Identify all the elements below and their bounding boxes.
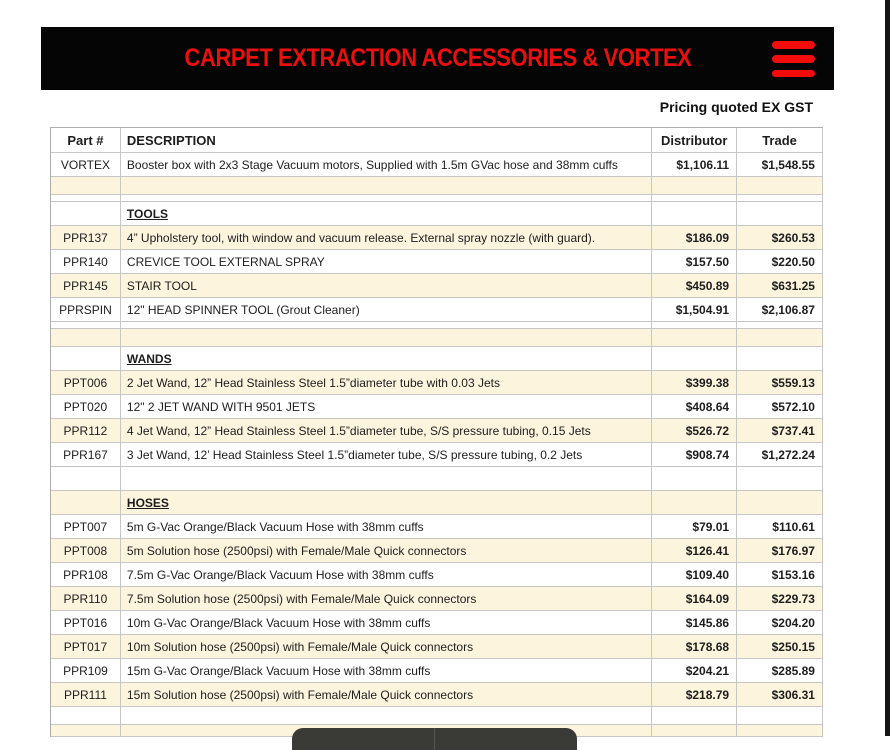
cell-distributor-price: $908.74 xyxy=(652,443,737,467)
cell-description xyxy=(121,467,652,491)
cell-distributor-price: $157.50 xyxy=(652,250,737,274)
table-row xyxy=(51,226,823,250)
table-row xyxy=(51,563,823,587)
table-row xyxy=(51,250,823,274)
cell-distributor-price: $178.68 xyxy=(652,635,737,659)
cell-trade-price: $250.15 xyxy=(737,635,823,659)
cell-distributor-price: $408.64 xyxy=(652,395,737,419)
pricing-note: Pricing quoted EX GST xyxy=(659,99,813,115)
cell-description: 10m G-Vac Orange/Black Vacuum Hose with 38mm cuffs xyxy=(121,611,652,635)
column-header-distributor: Distributor xyxy=(652,128,737,153)
cell-trade-price: $2,106.87 xyxy=(737,298,823,322)
cell-description: Booster box with 2x3 Stage Vacuum motors, Supplied with 1.5m GVac hose and 38mm cuffs xyxy=(121,153,652,177)
cell-trade-price: $204.20 xyxy=(737,611,823,635)
cell-distributor-price: $1,504.91 xyxy=(652,298,737,322)
cell-description xyxy=(121,195,652,202)
cell-description: 15m Solution hose (2500psi) with Female/Male Quick connectors xyxy=(121,683,652,707)
hamburger-bar xyxy=(772,70,815,78)
cell-distributor-price xyxy=(652,491,737,515)
toolbar-right-segment[interactable] xyxy=(435,728,577,750)
cell-distributor-price: $79.01 xyxy=(652,515,737,539)
column-header-trade: Trade xyxy=(737,128,823,153)
table-row xyxy=(51,347,823,371)
cell-part-number: PPR111 xyxy=(51,683,121,707)
cell-description xyxy=(121,329,652,347)
cell-part-number: PPRSPIN xyxy=(51,298,121,322)
cell-part-number xyxy=(51,491,121,515)
cell-distributor-price xyxy=(652,347,737,371)
cell-part-number: PPT017 xyxy=(51,635,121,659)
table-row xyxy=(51,611,823,635)
table-row xyxy=(51,419,823,443)
cell-distributor-price: $218.79 xyxy=(652,683,737,707)
toolbar-left-segment[interactable] xyxy=(292,728,434,750)
cell-description: 5m G-Vac Orange/Black Vacuum Hose with 38mm cuffs xyxy=(121,515,652,539)
cell-trade-price: $306.31 xyxy=(737,683,823,707)
table-row xyxy=(51,587,823,611)
cell-part-number xyxy=(51,707,121,725)
cell-trade-price xyxy=(737,725,823,737)
price-table xyxy=(50,127,823,737)
cell-distributor-price: $204.21 xyxy=(652,659,737,683)
cell-description: 12" HEAD SPINNER TOOL (Grout Cleaner) xyxy=(121,298,652,322)
table-row xyxy=(51,683,823,707)
cell-distributor-price xyxy=(652,202,737,226)
cell-distributor-price xyxy=(652,467,737,491)
cell-distributor-price: $450.89 xyxy=(652,274,737,298)
cell-part-number: PPT008 xyxy=(51,539,121,563)
cell-part-number: PPT007 xyxy=(51,515,121,539)
cell-section-label: TOOLS xyxy=(121,202,652,226)
right-edge-bar xyxy=(885,0,890,736)
cell-part-number xyxy=(51,467,121,491)
cell-part-number: PPR167 xyxy=(51,443,121,467)
cell-distributor-price: $399.38 xyxy=(652,371,737,395)
cell-trade-price: $229.73 xyxy=(737,587,823,611)
cell-trade-price: $220.50 xyxy=(737,250,823,274)
cell-part-number: PPT020 xyxy=(51,395,121,419)
cell-trade-price: $285.89 xyxy=(737,659,823,683)
cell-part-number: PPR137 xyxy=(51,226,121,250)
cell-part-number: PPR112 xyxy=(51,419,121,443)
document-header-bar xyxy=(41,27,834,90)
cell-description: 4” Upholstery tool, with window and vacuum release. External spray nozzle (with guard). xyxy=(121,226,652,250)
table-row xyxy=(51,298,823,322)
cell-distributor-price: $126.41 xyxy=(652,539,737,563)
table-row xyxy=(51,177,823,195)
table-row xyxy=(51,659,823,683)
table-row xyxy=(51,467,823,491)
table-row xyxy=(51,202,823,226)
cell-part-number: PPT006 xyxy=(51,371,121,395)
cell-section-label: WANDS xyxy=(121,347,652,371)
cell-part-number xyxy=(51,195,121,202)
cell-trade-price: $559.13 xyxy=(737,371,823,395)
column-header-part: Part # xyxy=(51,128,121,153)
cell-trade-price: $737.41 xyxy=(737,419,823,443)
table-row xyxy=(51,322,823,329)
cell-part-number xyxy=(51,322,121,329)
cell-part-number: PPR140 xyxy=(51,250,121,274)
cell-trade-price xyxy=(737,177,823,195)
cell-trade-price: $1,548.55 xyxy=(737,153,823,177)
cell-trade-price xyxy=(737,467,823,491)
cell-description xyxy=(121,177,652,195)
cell-distributor-price: $109.40 xyxy=(652,563,737,587)
cell-description: 4 Jet Wand, 12” Head Stainless Steel 1.5”diameter tube, S/S pressure tubing, 0.15 Jets xyxy=(121,419,652,443)
cell-trade-price xyxy=(737,707,823,725)
cell-trade-price: $153.16 xyxy=(737,563,823,587)
cell-distributor-price xyxy=(652,329,737,347)
cell-distributor-price xyxy=(652,725,737,737)
cell-description: 15m G-Vac Orange/Black Vacuum Hose with 38mm cuffs xyxy=(121,659,652,683)
cell-part-number: PPR109 xyxy=(51,659,121,683)
cell-section-label: HOSES xyxy=(121,491,652,515)
cell-description: 12" 2 JET WAND WITH 9501 JETS xyxy=(121,395,652,419)
table-row xyxy=(51,443,823,467)
cell-distributor-price: $1,106.11 xyxy=(652,153,737,177)
cell-trade-price xyxy=(737,347,823,371)
table-row xyxy=(51,635,823,659)
table-row xyxy=(51,274,823,298)
cell-distributor-price: $145.86 xyxy=(652,611,737,635)
cell-trade-price xyxy=(737,329,823,347)
cell-description: CREVICE TOOL EXTERNAL SPRAY xyxy=(121,250,652,274)
cell-part-number xyxy=(51,177,121,195)
table-row xyxy=(51,515,823,539)
cell-description: 10m Solution hose (2500psi) with Female/Male Quick connectors xyxy=(121,635,652,659)
page-title: CARPET EXTRACTION ACCESSORIES & VORTEX xyxy=(184,44,691,72)
cell-distributor-price xyxy=(652,322,737,329)
table-row xyxy=(51,153,823,177)
cell-part-number: PPR108 xyxy=(51,563,121,587)
cell-description: 7.5m Solution hose (2500psi) with Female/Male Quick connectors xyxy=(121,587,652,611)
column-header-description: DESCRIPTION xyxy=(121,128,652,153)
cell-trade-price: $572.10 xyxy=(737,395,823,419)
cell-distributor-price xyxy=(652,195,737,202)
cell-part-number: VORTEX xyxy=(51,153,121,177)
table-row xyxy=(51,491,823,515)
cell-trade-price: $260.53 xyxy=(737,226,823,250)
cell-part-number xyxy=(51,202,121,226)
cell-part-number: PPR145 xyxy=(51,274,121,298)
cell-distributor-price xyxy=(652,177,737,195)
table-row xyxy=(51,707,823,725)
cell-part-number xyxy=(51,347,121,371)
hamburger-bar xyxy=(772,55,815,63)
cell-distributor-price: $186.09 xyxy=(652,226,737,250)
cell-part-number: PPR110 xyxy=(51,587,121,611)
cell-description xyxy=(121,322,652,329)
cell-distributor-price: $164.09 xyxy=(652,587,737,611)
table-row xyxy=(51,329,823,347)
cell-trade-price: $631.25 xyxy=(737,274,823,298)
cell-trade-price xyxy=(737,322,823,329)
cell-trade-price xyxy=(737,491,823,515)
cell-distributor-price: $526.72 xyxy=(652,419,737,443)
cell-distributor-price xyxy=(652,707,737,725)
cell-description xyxy=(121,707,652,725)
cell-trade-price: $110.61 xyxy=(737,515,823,539)
pdf-viewer-floating-toolbar[interactable] xyxy=(292,728,577,750)
cell-description: 7.5m G-Vac Orange/Black Vacuum Hose with 38mm cuffs xyxy=(121,563,652,587)
cell-description: 5m Solution hose (2500psi) with Female/Male Quick connectors xyxy=(121,539,652,563)
cell-description: 2 Jet Wand, 12” Head Stainless Steel 1.5”diameter tube with 0.03 Jets xyxy=(121,371,652,395)
cell-trade-price xyxy=(737,195,823,202)
hamburger-bar xyxy=(772,41,815,49)
cell-part-number: PPT016 xyxy=(51,611,121,635)
table-row xyxy=(51,395,823,419)
cell-part-number xyxy=(51,725,121,737)
table-row xyxy=(51,371,823,395)
cell-part-number xyxy=(51,329,121,347)
cell-trade-price: $1,272.24 xyxy=(737,443,823,467)
table-header-row xyxy=(51,128,823,153)
cell-description: STAIR TOOL xyxy=(121,274,652,298)
cell-trade-price xyxy=(737,202,823,226)
table-row xyxy=(51,539,823,563)
cell-trade-price: $176.97 xyxy=(737,539,823,563)
cell-description: 3 Jet Wand, 12’ Head Stainless Steel 1.5”diameter tube, S/S pressure tubing, 0.2 Jets xyxy=(121,443,652,467)
table-row xyxy=(51,195,823,202)
hamburger-menu-icon[interactable] xyxy=(772,41,815,77)
